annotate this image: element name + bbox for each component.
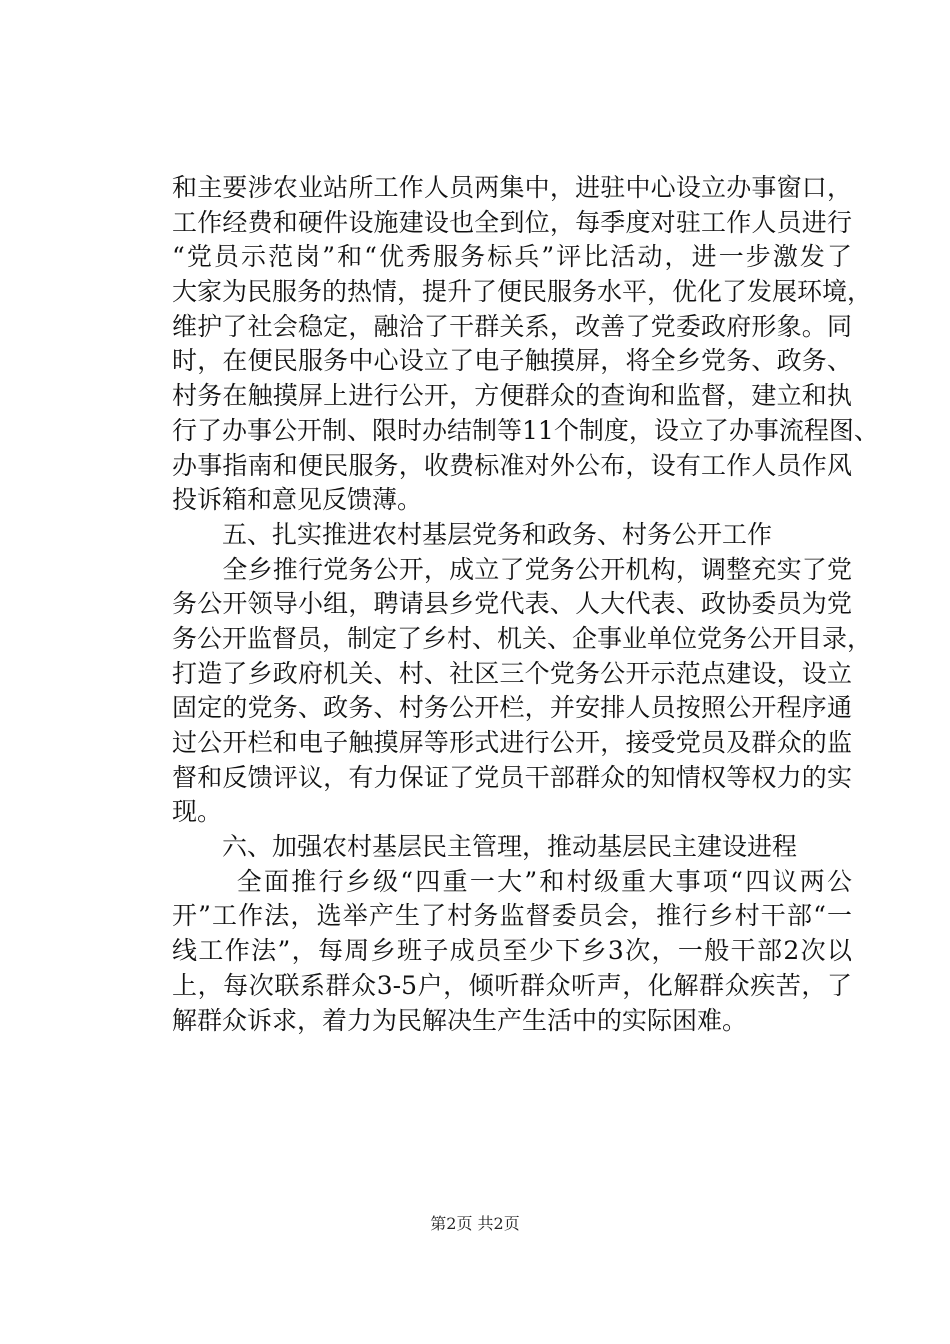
text-line: 办事指南和便民服务，收费标准对外公布，设有工作人员作风 [172, 450, 852, 480]
text-line: 开”工作法，选举产生了村务监督委员会，推行乡村干部“一 [172, 901, 852, 931]
text-line: “党员示范岗”和“优秀服务标兵”评比活动，进一步激发了 [172, 242, 852, 272]
text-line: 务公开领导小组，聘请县乡党代表、人大代表、政协委员为党 [172, 589, 852, 619]
text-line: 和主要涉农业站所工作人员两集中，进驻中心设立办事窗口， [172, 173, 852, 202]
text-line: 工作经费和硬件设施建设也全到位，每季度对驻工作人员进行 [172, 207, 852, 237]
section-heading: 六、加强农村基层民主管理，推动基层民主建设进程 [172, 832, 798, 862]
section-heading: 五、扎实推进农村基层党务和政务、村务公开工作 [172, 519, 773, 549]
document-body [172, 171, 879, 1038]
text-line: 督和反馈评议，有力保证了党员干部群众的知情权等权力的实 [172, 762, 852, 792]
text-line: 现。 [172, 797, 223, 827]
text-line: 村务在触摸屏上进行公开，方便群众的查询和监督，建立和执 [172, 381, 852, 411]
text-line: 维护了社会稳定，融洽了干群关系，改善了党委政府形象。同 [172, 311, 852, 341]
text-line: 上，每次联系群众3-5户，倾听群众听声，化解群众疾苦，了 [172, 970, 852, 1000]
text-line: 务公开监督员，制定了乡村、机关、企事业单位党务公开目录， [172, 623, 873, 653]
text-line: 线工作法”，每周乡班子成员至少下乡3次，一般干部2次以 [172, 936, 852, 966]
text-line: 时，在便民服务中心设立了电子触摸屏，将全乡党务、政务、 [172, 346, 852, 376]
text-line: 全面推行乡级“四重一大”和村级重大事项“四议两公 [172, 866, 852, 896]
text-line: 全乡推行党务公开，成立了党务公开机构，调整充实了党 [172, 554, 852, 584]
text-line: 固定的党务、政务、村务公开栏，并安排人员按照公开程序通 [172, 693, 852, 723]
text-line: 行了办事公开制、限时办结制等11个制度，设立了办事流程图、 [172, 415, 879, 445]
text-line: 大家为民服务的热情，提升了便民服务水平，优化了发展环境， [172, 277, 873, 307]
text-line: 投诉箱和意见反馈薄。 [172, 485, 423, 515]
text-line: 解群众诉求，着力为民解决生产生活中的实际困难。 [172, 1005, 748, 1035]
page-footer: 第2页 共2页 [430, 1214, 520, 1233]
text-line: 过公开栏和电子触摸屏等形式进行公开，接受党员及群众的监 [172, 728, 852, 757]
text-line: 打造了乡政府机关、村、社区三个党务公开示范点建设，设立 [172, 658, 852, 688]
